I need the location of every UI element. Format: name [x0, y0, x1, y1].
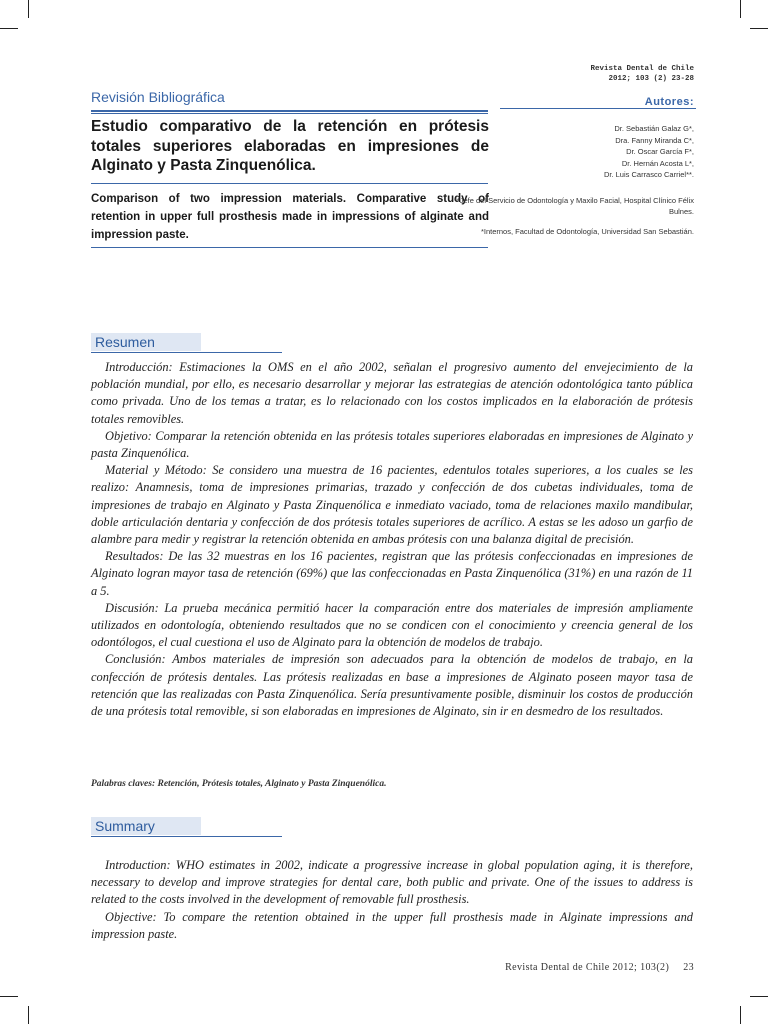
- resumen-paragraph: Resultados: De las 32 muestras en los 16 pacientes, registran que las prótesis confeccionadas en impresiones de Alginato logran mayor tasa de retención (69%) que las confeccionadas en Pasta Zinquenólica (31%) en una razón de 11 a 5.: [91, 549, 693, 598]
- article-title: Estudio comparativo de la retención en prótesis totales superiores elaboradas en impresiones de Alginato y Pasta Zinquenólica.: [91, 118, 489, 174]
- keywords: Palabras claves: Retención, Prótesis totales, Alginato y Pasta Zinquenólica.: [91, 779, 387, 789]
- divider: [91, 183, 488, 184]
- author: Dr. Sebastián Galaz G*,: [614, 124, 694, 133]
- crop-mark: [750, 28, 768, 29]
- summary-heading: [91, 817, 201, 835]
- author: Dr. Oscar García F*,: [626, 147, 694, 156]
- summary-body: [91, 857, 693, 943]
- resumen-heading: [91, 333, 201, 351]
- author: Dra. Fanny Miranda C*,: [615, 135, 694, 145]
- resumen-heading-label: Resumen: [95, 334, 155, 350]
- author: Dr. Hernán Acosta L*,: [621, 158, 694, 168]
- summary-heading-label: Summary: [95, 818, 155, 834]
- resumen-paragraph: Conclusión: Ambos materiales de impresión son adecuados para la obtención de modelos de trabajo, en la confección de prótesis dentales. Las prótesis realizadas en base a impresiones de Alginato poseen mayor tasa de retención que las realizadas con Pasta Zinquenólica. Sería presuntivamente posible, disminuir los costos de producción de una prótesis total removible, si son elaboradas en impresiones de Alginato, sin ir en desmedro de los resultados.: [91, 652, 693, 719]
- divider: [91, 836, 282, 837]
- divider: [91, 247, 488, 248]
- summary-paragraph: Objective: To compare the retention obtained in the upper full prosthesis made in Alginate impressions and impression paste.: [91, 909, 693, 941]
- divider: [91, 352, 282, 353]
- article-subtitle: Comparison of two impression materials. Comparative study of retention in upper full prosthesis made in impressions of alginate and impression paste.: [91, 193, 489, 241]
- page-number: 23: [683, 962, 694, 973]
- resumen-body: [91, 359, 693, 720]
- resumen-paragraph: Introducción: Estimaciones la OMS en el año 2002, señalan el progresivo aumento del envejecimiento de la población mundial, por ello, es necesario desarrollar y mejorar las estrategias de atención odontológica tanto pública como privada. Uno de los temas a tratar, es lo relacionado con los costos implicados en la elaboración de prótesis totales removibles.: [91, 360, 693, 426]
- crop-mark: [740, 0, 741, 18]
- affiliation: **Jefe del Servicio de Odontología y Maxilo Facial, Hospital Clínico Félix Bulnes.: [453, 196, 694, 216]
- crop-mark: [28, 0, 29, 18]
- footer-journal: Revista Dental de Chile 2012; 103(2): [505, 962, 670, 973]
- resumen-paragraph: Discusión: La prueba mecánica permitió hacer la comparación entre dos materiales de impresión ampliamente utilizados en odontología, obteniendo resultados que no se condicen con el conocimiento y creencia general de los odontólogos, el cual cuestiona el uso de Alginato para la obtención de modelos de trabajo.: [91, 600, 693, 650]
- crop-mark: [28, 1006, 29, 1024]
- crop-mark: [740, 1006, 741, 1024]
- crop-mark: [0, 28, 18, 29]
- journal-citation: 2012; 103 (2) 23-28: [608, 75, 694, 83]
- journal-name: Revista Dental de Chile: [590, 65, 694, 73]
- page-footer: [505, 962, 694, 973]
- crop-mark: [750, 996, 768, 997]
- resumen-paragraph: Objetivo: Comparar la retención obtenida en las prótesis totales superiores elaboradas en impresiones de Alginato y pasta Zinquenólica.: [91, 428, 693, 461]
- journal-header: [590, 64, 694, 84]
- resumen-paragraph: Material y Método: Se considero una muestra de 16 pacientes, edentulos totales superiores, a los cuales se les realizo: Anamnesis, toma de impresiones primarias, trazado y confección de dos cubetas individuales, toma de impresiones de trabajo en Alginato y Pasta Zinquenólica e inmediato vaciado, toma de relaciones maxilo mandibular, doble articulación dentaria y confección de dos prótesis totales superiores de acrílico. A estas se les adoso un garfio de alambre para medir y registrar la retención obtenida en ambas prótesis con una balanza digital de precisión.: [91, 463, 693, 547]
- authors-heading: Autores:: [644, 96, 694, 108]
- divider: [91, 110, 488, 112]
- author: Dr. Luis Carrasco Carriel**.: [603, 170, 694, 179]
- author-list: [604, 123, 694, 181]
- summary-paragraph: Introduction: WHO estimates in 2002, indicate a progressive increase in global population aging, it is therefore, necessary to develop and improve strategies for dental care, both public and private. One of the issues to address is related to the costs involved in the development of removable full prosthesis.: [91, 858, 693, 907]
- section-label: Revisión Bibliográfica: [91, 89, 225, 105]
- crop-mark: [0, 996, 18, 997]
- divider: [91, 113, 488, 114]
- divider: [500, 108, 696, 109]
- affiliation: *Internos, Facultad de Odontología, Universidad San Sebastián.: [480, 227, 694, 236]
